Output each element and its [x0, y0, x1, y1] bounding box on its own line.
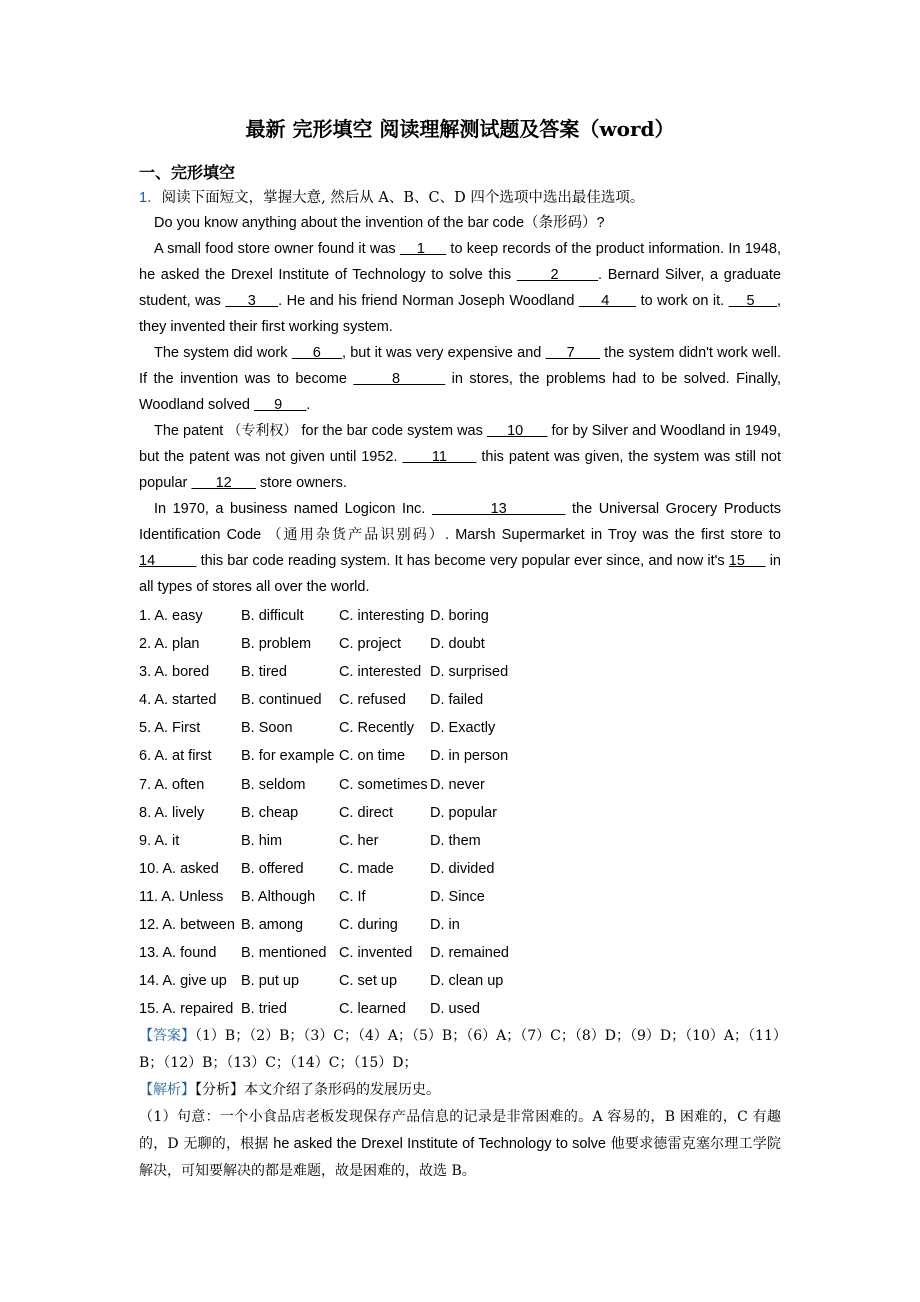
answer-line — [139, 1023, 781, 1077]
answer-block — [139, 1023, 781, 1077]
option-5-d: D. Exactly — [430, 720, 496, 737]
blank-2: 2 — [516, 267, 599, 283]
option-14-d: D. clean up — [430, 973, 504, 990]
text-run: . Marsh Supermarket in Troy was the first store to — [445, 527, 781, 543]
option-13-a: 13. A. found — [139, 945, 217, 962]
chinese-gloss: （通用杂货产品识别码） — [267, 527, 446, 543]
text-run: , but it was very expensive and — [341, 345, 546, 361]
option-15-a: 15. A. repaired — [139, 1001, 234, 1018]
page-title: 最新 完形填空 阅读理解测试题及答案（word） — [245, 117, 675, 141]
option-10-c: C. made — [339, 860, 394, 877]
text-run: for the bar code system was — [297, 423, 487, 439]
option-2-d: D. doubt — [430, 636, 485, 653]
option-6-b: B. for example — [241, 748, 335, 765]
option-6-c: C. on time — [339, 748, 406, 765]
text-run: this patent was given, the system was still not popular — [139, 449, 781, 491]
option-12-a: 12. A. between — [139, 917, 235, 934]
option-13-c: C. invented — [339, 945, 413, 962]
passage-paragraph-2 — [139, 340, 781, 418]
passage-paragraph-3 — [139, 418, 781, 496]
blank-15: 15 — [728, 553, 766, 569]
text-run: . Bernard Silver, a graduate student, was — [139, 267, 781, 309]
text-run: the Universal Grocery Products Identification Code — [139, 501, 781, 543]
option-9-c: C. her — [339, 832, 379, 849]
blank-7: 7 — [545, 345, 600, 361]
option-7-b: B. seldom — [241, 776, 306, 793]
option-6-a: 6. A. at first — [139, 748, 212, 765]
option-9-b: B. him — [241, 832, 283, 849]
analysis-block — [139, 1077, 781, 1185]
option-15-b: B. tried — [241, 1001, 287, 1018]
option-15-c: C. learned — [339, 1001, 406, 1018]
blank-11: 11 — [402, 449, 477, 465]
question-instruction — [139, 186, 644, 207]
option-8-d: D. popular — [430, 804, 497, 821]
section-heading: 一、完形填空 — [139, 163, 236, 182]
option-13-b: B. mentioned — [241, 945, 327, 962]
analysis-tag: 【解析】 — [139, 1082, 195, 1098]
option-4-d: D. failed — [430, 692, 484, 709]
answer-tag: 【答案】 — [139, 1028, 195, 1044]
detail-text: 他要求德雷克塞尔理工学院解决，可知要解决的都是难题，故是困难的，故选 B。 — [139, 1136, 782, 1179]
blank-6: 6 — [291, 345, 342, 361]
blank-13: 13 — [431, 501, 566, 517]
blank-9: 9 — [254, 397, 307, 413]
option-5-b: B. Soon — [241, 720, 293, 737]
text-run: in stores, the problems had to be solved. Finally, Woodland solved — [139, 371, 782, 413]
option-2-c: C. project — [339, 636, 402, 653]
option-14-a: 14. A. give up — [139, 973, 227, 990]
blank-4: 4 — [578, 293, 637, 309]
analysis-intro-text: 【分析】本文介绍了条形码的发展历史。 — [195, 1082, 440, 1098]
passage-paragraph-1 — [139, 236, 781, 340]
option-7-c: C. sometimes — [339, 776, 428, 793]
option-5-a: 5. A. First — [139, 720, 201, 737]
option-2-a: 2. A. plan — [139, 636, 200, 653]
option-2-b: B. problem — [241, 636, 312, 653]
option-7-a: 7. A. often — [139, 776, 205, 793]
detail-english: he asked the Drexel Institute of Technology to solve — [273, 1136, 606, 1152]
option-9-a: 9. A. it — [139, 832, 180, 849]
option-8-c: C. direct — [339, 804, 393, 821]
option-11-c: C. If — [339, 888, 366, 905]
detail-text: （1）句意：一个小食品店老板发现保存产品信息的记录是非常困难的。A 容易的，B 困难的，C 有趣的，D 无聊的，根据 — [139, 1109, 781, 1152]
text-run: The system did work — [154, 345, 292, 361]
option-8-a: 8. A. lively — [139, 804, 205, 821]
text-run: in all types of stores all over the world. — [139, 553, 781, 595]
option-15-d: D. used — [430, 1001, 480, 1018]
option-5-c: C. Recently — [339, 720, 414, 737]
option-3-b: B. tired — [241, 664, 287, 681]
option-1-c: C. interesting — [339, 608, 425, 624]
option-7-d: D. never — [430, 776, 485, 793]
text-run: to keep records of the product information. In 1948, he asked the Drexel Institute of Technology to solve this — [139, 241, 781, 283]
option-1-b: B. difficult — [241, 608, 304, 624]
option-3-c: C. interested — [339, 664, 422, 681]
text-run: , they invented their first working system. — [139, 293, 781, 335]
option-12-c: C. during — [339, 917, 398, 934]
option-1-d: D. boring — [430, 608, 489, 624]
option-12-d: D. in — [430, 917, 460, 934]
option-12-b: B. among — [241, 917, 304, 934]
option-11-d: D. Since — [430, 888, 485, 905]
option-3-a: 3. A. bored — [139, 664, 210, 681]
text-run: In 1970, a business named Logicon Inc. — [154, 501, 432, 517]
option-10-b: B. offered — [241, 860, 304, 877]
text-run: to work on it. — [636, 293, 729, 309]
blank-14: 14 — [139, 553, 197, 569]
option-8-b: B. cheap — [241, 804, 299, 821]
option-6-d: D. in person — [430, 748, 509, 765]
passage-paragraph-4 — [139, 496, 781, 600]
text-run: The patent — [154, 423, 228, 439]
text-run: store owners. — [255, 475, 347, 491]
blank-12: 12 — [191, 475, 256, 491]
cloze-passage — [139, 210, 781, 600]
option-4-a: 4. A. started — [139, 692, 217, 709]
instruction-text: 阅读下面短文，掌握大意, 然后从 A、B、C、D 四个选项中选出最佳选项。 — [161, 190, 645, 206]
option-9-d: D. them — [430, 832, 481, 849]
chinese-gloss: （专利权） — [227, 423, 298, 439]
question-number: 1． — [139, 190, 162, 206]
option-10-a: 10. A. asked — [139, 860, 219, 877]
option-14-b: B. put up — [241, 973, 300, 990]
option-3-d: D. surprised — [430, 664, 509, 681]
blank-10: 10 — [486, 423, 548, 439]
text-run: . He and his friend Norman Joseph Woodland — [278, 293, 579, 309]
analysis-detail-1 — [139, 1104, 781, 1185]
option-14-c: C. set up — [339, 973, 398, 990]
text-run: this bar code reading system. It has become very popular ever since, and now it's — [196, 553, 729, 569]
blank-3: 3 — [225, 293, 279, 309]
option-4-c: C. refused — [339, 692, 406, 709]
option-11-a: 11. A. Unless — [139, 888, 224, 905]
text-run: for by Silver and Woodland in 1949, but the patent was not given until 1952. — [139, 423, 781, 465]
option-1-a: 1. A. easy — [139, 608, 203, 624]
option-13-d: D. remained — [430, 945, 509, 962]
blank-1: 1 — [399, 241, 447, 257]
option-11-b: B. Although — [241, 888, 316, 905]
blank-5: 5 — [728, 293, 777, 309]
analysis-intro — [139, 1077, 781, 1104]
blank-8: 8 — [353, 371, 446, 387]
text-run: A small food store owner found it was — [154, 241, 400, 257]
text-run: the system didn't work well. If the invention was to become — [139, 345, 781, 387]
passage-paragraph-0: Do you know anything about the invention of the bar code（条形码）? — [154, 215, 605, 231]
answer-text: （1）B；（2）B；（3）C；（4）A；（5）B；（6）A；（7）C；（8）D；（9）D；（10）A；（11）B；（12）B；（13）C；（14）C；（15）D； — [139, 1028, 780, 1071]
option-4-b: B. continued — [241, 692, 322, 709]
text-run: . — [306, 397, 311, 413]
option-10-d: D. divided — [430, 860, 495, 877]
